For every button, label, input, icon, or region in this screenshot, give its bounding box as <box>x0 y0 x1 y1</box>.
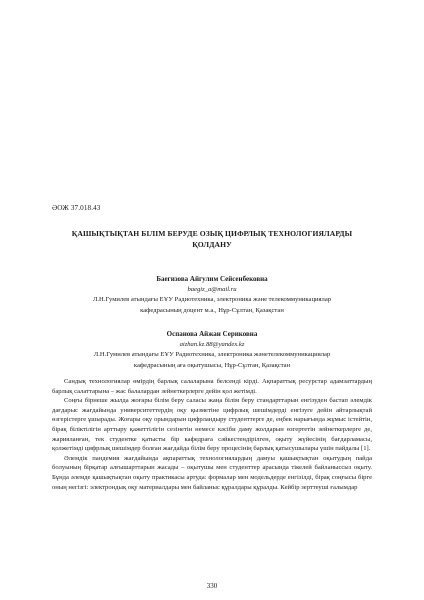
author-name: Оспанова Айжан Сериковна <box>166 330 258 338</box>
author-affiliation: Л.Н.Гумилев атындағы ЕҰУ Радиотехника, электроника және телекоммуникациялар <box>92 296 332 303</box>
paper-title <box>40 228 384 250</box>
paragraph: Сандық технологиялар өмірдің барлық салаларына белсенді кірді. Ақпараттық ресурстар адамзаттардың барлық салаттарына – жас балалардан зейнеткерлерге дейін қол жетімді. <box>52 378 372 395</box>
author-name: Баегизова Айгулим Сейсенбековна <box>156 275 268 283</box>
paper-title-line: ҚОЛДАНУ <box>192 240 232 249</box>
author-block <box>40 274 384 316</box>
author-email: aizhan.kz.88@yandex.kz <box>179 340 245 348</box>
udc-code: ӘОЖ 37.018.43 <box>52 204 101 212</box>
author-block <box>40 329 384 371</box>
paragraph: Әлемдік пандемия жағдайында ақпараттық технологиялардың дамуы қашықтықтан оқытудың пайда болуының бірқатар алғышарттарын жасады – оқытушы мен студенттер арасында тікелей байланыссыз оқыту. Бұнда әлемде қашықтықтан оқыту практикасы артуда: формалар мен модельдерде енгізілді, бірақ соңғысы бірге оның негізгі: электрондық оқу материалдары мен байланыс құралдары құралды. Кейбір зерттеуші ғалымдар <box>52 454 372 491</box>
page-number: 330 <box>206 582 218 590</box>
author-affiliation: кафедрасының аға оқытушысы, Нұр-Сұлтан, Қазақстан <box>133 361 291 369</box>
paper-title-line: ҚАШЫҚТЫҚТАН БІЛІМ БЕРУДЕ ОЗЫҚ ЦИФРЛЫҚ ТЕХНОЛОГИЯЛАРДЫ <box>71 229 353 238</box>
author-affiliation: кафедрасының доцент м.а., Нұр-Сұлтан, Қазақстан <box>140 306 284 314</box>
body-text <box>52 377 372 492</box>
paragraph: Соңғы бірнеше жылда жоғары білім беру саласы жаңа білім беру стандарттарын енгізуден бастап әлемдік дағдарыс жағдайында университеттердің оқу қызметіне цифрлық шешімдерді енгізуге дейін айтарлықтай өзгерістерге ұшырады. Жоғары оқу орындарын цифрландыру студенттерге де, еңбек нарығында жұмыс істейтін, бірақ біліктілігін арттыру қажеттілігін сезінетін немесе кәсіби даму жолдарын өзгертетін зейнеткерлерге де, жарияланған, тек студентке қатысты бір кафедраға сәйкестендірілген, оқыту жүйесінің бағдарламасы, қолжетімді цифрлық шешімдер болған жағдайда білім беру процесінің барлық қатысушылары үшін пайдалы [1]. <box>52 397 372 453</box>
author-affiliation: Л.Н.Гумилев атындағы ЕҰУ Радиотехника, электроника жәнетелекоммуникациялар <box>93 351 331 358</box>
author-email: baegiz_a@mail.ru <box>187 285 237 293</box>
